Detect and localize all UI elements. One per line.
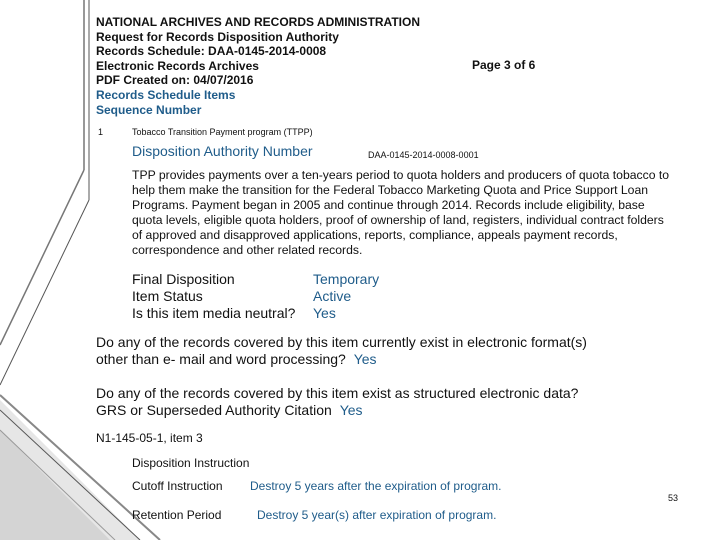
item-description: TPP provides payments over a ten-years period to quota holders and producers of quota tobacco to help them make the transition for the Federal Tobacco Marketing Quota and Price Support Loan Programs. Payment began in 2005 and continue through 2014. Records include eligibility, base quota levels, eligible quota holders, proof of ownership of land, registers, individual contract folders of approved and disapproved applications, reports, compliance, appeals payment records, correspondence and other related records.	[132, 168, 670, 257]
section-label: Records Schedule Items	[96, 87, 236, 102]
final-disposition-value: Temporary	[313, 271, 380, 287]
header-block	[96, 15, 420, 117]
page-info: Page 3 of 6	[472, 58, 536, 72]
authority-label: Disposition Authority Number	[132, 143, 313, 159]
media-neutral-label: Is this item media neutral?	[132, 305, 296, 321]
item-title: Tobacco Transition Payment program (TTPP)	[132, 127, 313, 137]
slide-number: 53	[668, 493, 679, 503]
question-2-line-2	[96, 401, 363, 419]
retention-value: Destroy 5 year(s) after expiration of program.	[257, 508, 497, 522]
sequence-number: 1	[98, 127, 104, 137]
cutoff-value: Destroy 5 years after the expiration of program.	[250, 479, 502, 493]
header-line: Records Schedule: DAA-0145-2014-0008	[96, 44, 327, 59]
section-label: Sequence Number	[96, 102, 202, 117]
cutoff-label: Cutoff Instruction	[132, 479, 223, 493]
header-line: NATIONAL ARCHIVES AND RECORDS ADMINISTRATION	[96, 15, 420, 29]
item-status-label: Item Status	[132, 288, 203, 304]
question-2-text: GRS or Superseded Authority Citation	[96, 402, 332, 418]
question-1-line-2	[96, 350, 377, 368]
question-2-line-1: Do any of the records covered by this item exist as structured electronic data?	[96, 385, 579, 401]
retention-label: Retention Period	[132, 508, 222, 522]
disposition-heading: Disposition Instruction	[132, 456, 250, 470]
media-neutral-value: Yes	[313, 305, 336, 321]
final-disposition-label: Final Disposition	[132, 271, 235, 287]
question-1-answer: Yes	[353, 351, 377, 367]
item-status-value: Active	[313, 288, 352, 304]
citation: N1-145-05-1, item 3	[96, 431, 203, 445]
question-1-line-1: Do any of the records covered by this item currently exist in electronic format(s)	[96, 334, 587, 350]
header-line: Request for Records Disposition Authority	[96, 29, 339, 44]
header-line: PDF Created on: 04/07/2016	[96, 73, 254, 88]
question-2-answer: Yes	[339, 402, 363, 418]
question-1-text: other than e- mail and word processing?	[96, 351, 346, 367]
header-line: Electronic Records Archives	[96, 58, 259, 73]
authority-value: DAA-0145-2014-0008-0001	[368, 150, 479, 160]
